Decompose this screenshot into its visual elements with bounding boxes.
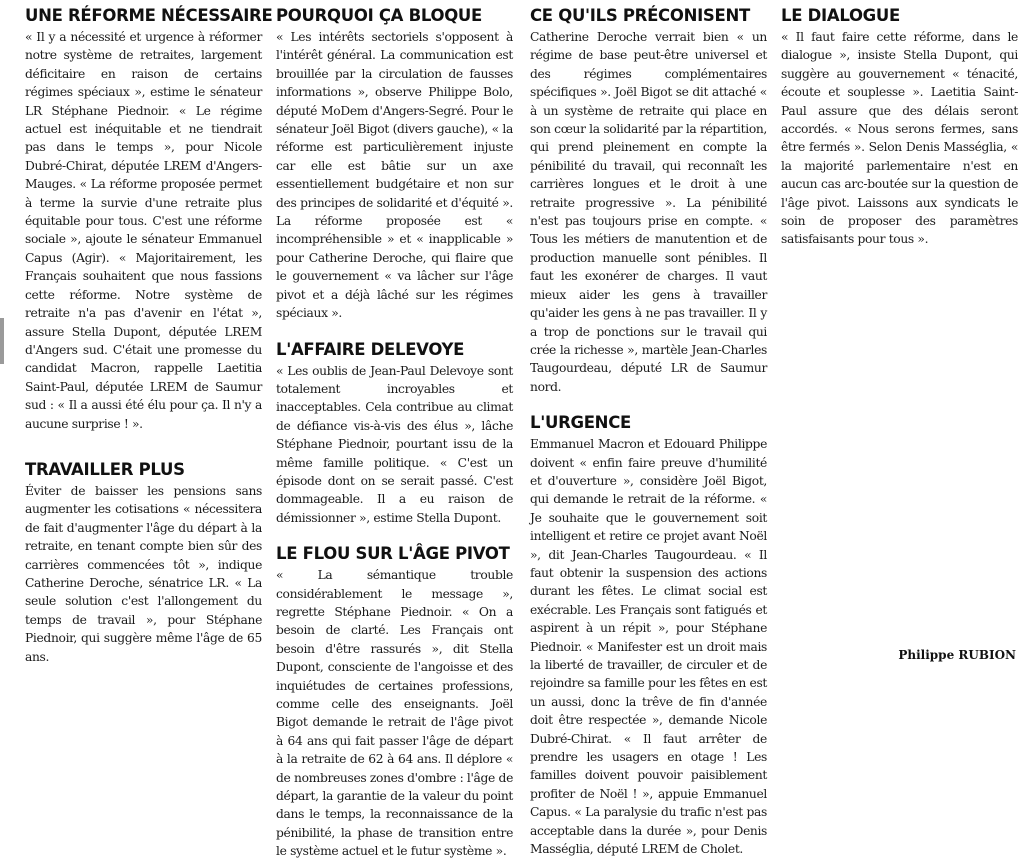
column-2 bbox=[276, 6, 513, 859]
paragraph-urgence: Emmanuel Macron et Edouard Philippe doivent « enfin faire preuve d'humilité et d'ouverture », considère Joël Bigot, qui demande le retrait de la réforme. « Je souhaite que le gouvernement soit intelligent et retire ce projet avant Noël », dit Jean-Charles Taugourdeau. « Il faut obtenir la suspension des actions durant les fêtes. Le climat social est exécrable. Les Français sont fatigués et aspirent à un répit », pour Stéphane Piednoir. « Manifester est un droit mais la liberté de travailler, de circuler et de rejoindre sa famille pour les fêtes en est un aussi, donc la trêve de fin d'année doit être respectée », demande Nicole Dubré-Chirat. « Il faut arrêter de prendre les usagers en otage ! Les familles doivent pouvoir paisiblement profiter de Noël ! », appuie Emmanuel Capus. « La paralysie du trafic n'est pas acceptable dans la durée », pour Denis Masséglia, député LREM de Cholet. bbox=[530, 437, 767, 857]
paragraph-bloque: « Les intérêts sectoriels s'opposent à l'intérêt général. La communication est brouillée par la circulation de fausses informations », observe Philippe Bolo, député MoDem d'Angers-Segré. Pour le sénateur Joël Bigot (divers gauche), « la réforme est particulièrement injuste car elle est bâtie sur un axe essentiellement budgétaire et non sur des principes de solidarité et d'équité ». La réforme proposée est « incompréhensible » et « inapplicable » pour Catherine Deroche, qui flaire que le gouvernement « va lâcher sur l'âge pivot et a déjà lâché sur les régimes spéciaux ». bbox=[276, 30, 513, 321]
heading-flou: LE FLOU SUR L'ÂGE PIVOT bbox=[276, 544, 510, 564]
paragraph-dialogue: « Il faut faire cette réforme, dans le dialogue », insiste Stella Dupont, qui suggère au gouvernement « ténacité, écoute et souplesse ». Laetitia Saint-Paul assure que des délais seront accordés. « Nous serons fermes, sans être fermés ». Selon Denis Masséglia, « la majorité parlementaire n'est en aucun cas arc-boutée sur la question de l'âge pivot. Laissons aux syndicats le soin de proposer des paramètres satisfaisants pour tous ». bbox=[781, 30, 1018, 247]
heading-bloque: POURQUOI ÇA BLOQUE bbox=[276, 6, 483, 25]
column-3 bbox=[530, 6, 767, 857]
paragraph-reforme: « Il y a nécessité et urgence à réformer notre système de retraites, largement déficitaire en raison de certains régimes spéciaux », estime le sénateur LR Stéphane Piednoir. « Le régime actuel est inéquitable et ne tiendrait pas dans le temps », pour Nicole Dubré-Chirat, députée LREM d'Angers-Mauges. « La réforme proposée permet à terme la survie d'une retraite plus équitable pour tous. C'est une réforme sociale », ajoute le sénateur Emmanuel Capus (Agir). « Majoritairement, les Français souhaitent que nous fassions cette réforme. Notre système de retraite n'a pas d'avenir en l'état », assure Stella Dupont, députée LREM d'Angers sud. C'était une promesse du candidat Macron, rappelle Laetitia Saint-Paul, députée LREM de Saumur sud : « Il a aussi été élu pour ça. Il n'y a aucune surprise ! ». bbox=[25, 30, 262, 431]
heading-dialogue: LE DIALOGUE bbox=[781, 6, 900, 25]
paragraph-travailler: Éviter de baisser les pensions sans augmenter les cotisations « nécessitera de fait d'augmenter l'âge du départ à la retraite, en tenant compte bien sûr des carrières commencées tôt », indique Catherine Deroche, sénatrice LR. « La seule solution c'est l'allongement du temps de travail », pour Stéphane Piednoir, qui suggère même l'âge de 65 ans. bbox=[25, 483, 262, 664]
heading-preconisent: CE QU'ILS PRÉCONISENT bbox=[530, 6, 750, 25]
paragraph-preconisent: Catherine Deroche verrait bien « un régime de base peut-être universel et des régimes complémentaires spécifiques ». Joël Bigot se dit attaché « à un système de retraite qui place en son cœur la solidarité par la répartition, qui prend pleinement en compte la pénibilité du travail, qui reconnaît les carrières longues et le droit à une retraite progressive ». La pénibilité n'est pas toujours prise en compte. « Tous les métiers de manutention et de production manuelle sont pénibles. Il faut les exonérer de charges. Il vaut mieux aider les gens à travailler qu'aider les gens à ne pas travailler. Il y a trop de ponctions sur le travail qui crée la richesse », martèle Jean-Charles Taugourdeau, député LR de Saumur nord. bbox=[530, 30, 767, 394]
paragraph-delevoye: « Les oublis de Jean-Paul Delevoye sont totalement incroyables et inacceptables. Cela contribue au climat de défiance vis-à-vis des élus », lâche Stéphane Piednoir, pourtant issu de la même famille politique. « C'est un épisode dont on se serait passé. C'est dommageable. Il a eu raison de démissionner », estime Stella Dupont. bbox=[276, 363, 513, 525]
heading-delevoye: L'AFFAIRE DELEVOYE bbox=[276, 339, 465, 359]
author-byline: Philippe RUBION bbox=[898, 648, 1016, 662]
page-edge-marker bbox=[0, 318, 4, 364]
paragraph-flou: « La sémantique trouble considérablement le message », regrette Stéphane Piednoir. « On a besoin de clarté. Les Français ont besoin d'être rassurés », dit Stella Dupont, consciente de l'angoisse et des inquiétudes de certaines professions, comme celle des enseignants. Joël Bigot demande le retrait de l'âge pivot à 64 ans qui fait passer l'âge de départ à la retraite de 62 à 64 ans. Il déplore « de nombreuses zones d'ombre : l'âge de départ, la garantie de la valeur du point dans le temps, la reconnaissance de la pénibilité, la phase de transition entre le système actuel et le futur système ». bbox=[276, 568, 513, 859]
heading-urgence: L'URGENCE bbox=[530, 413, 631, 433]
heading-travailler: TRAVAILLER PLUS bbox=[25, 459, 185, 479]
column-4 bbox=[781, 6, 1018, 686]
heading-reforme: UNE RÉFORME NÉCESSAIRE bbox=[25, 6, 273, 25]
column-1 bbox=[25, 6, 273, 686]
